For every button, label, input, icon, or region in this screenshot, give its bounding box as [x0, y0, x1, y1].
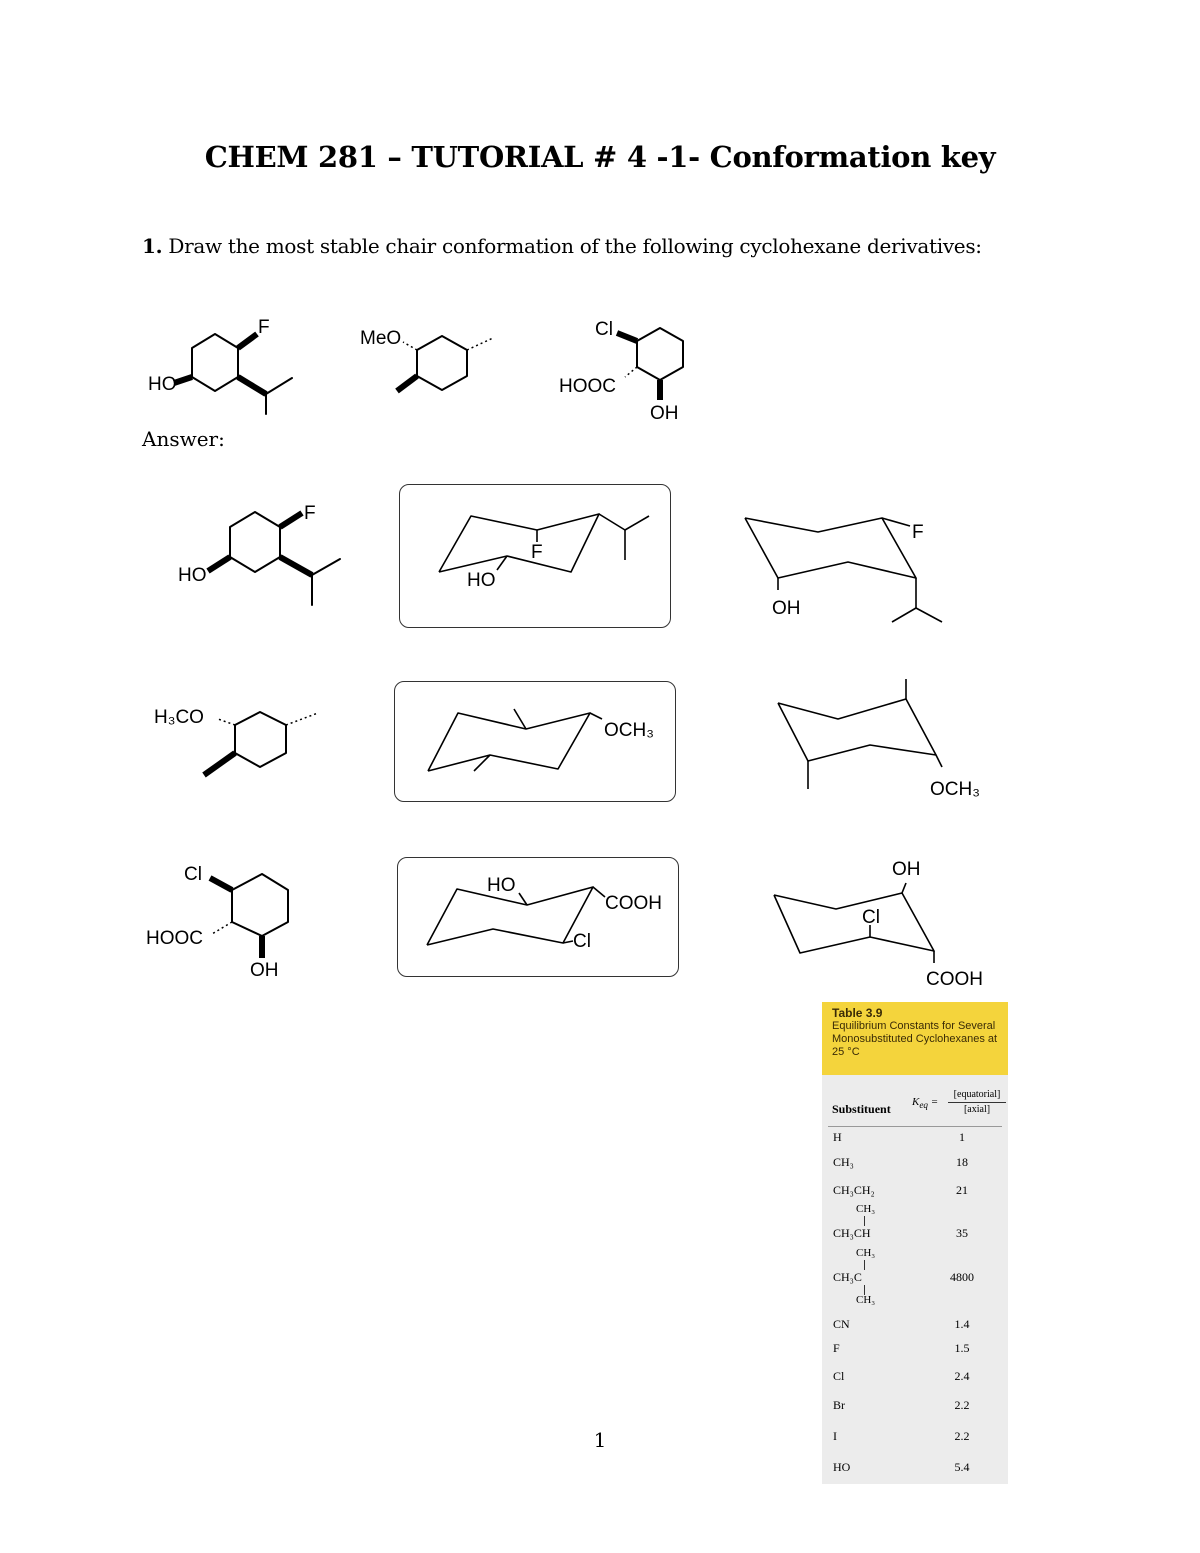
answer-3-structure	[140, 858, 310, 988]
label-oh: OH	[250, 960, 279, 981]
label-cl: Cl	[184, 864, 202, 885]
question-molecule-1	[140, 310, 310, 420]
label-h3co: H₃CO	[154, 707, 204, 728]
table-row-branch-top: CH₃	[856, 1203, 876, 1215]
table-row-value: 21	[956, 1183, 968, 1197]
question-text: Draw the most stable chair conformation of the following cyclohexane derivatives:	[168, 234, 982, 258]
label-hooc: HOOC	[146, 928, 203, 949]
answer-2-best-chair	[394, 681, 676, 802]
label-oh: OH	[892, 859, 921, 880]
page-number: 1	[593, 1428, 607, 1452]
table-row-branch-line	[864, 1260, 865, 1270]
question-1	[142, 234, 982, 258]
table-row-value: 18	[956, 1155, 968, 1169]
answer-3-best-chair	[397, 857, 679, 977]
fraction-denominator: [axial]	[963, 1104, 991, 1115]
table-row-substituent: F	[833, 1341, 840, 1355]
table-row-value: 1	[959, 1130, 965, 1144]
table-row-value: 2.2	[954, 1398, 970, 1412]
answer-label: Answer:	[142, 427, 225, 451]
column-keq-fraction	[948, 1088, 1006, 1117]
table-rule	[828, 1126, 1002, 1127]
question-molecule-2	[355, 320, 505, 400]
table-row-value: 1.4	[954, 1317, 970, 1331]
label-och3: OCH₃	[930, 779, 980, 800]
label-f: F	[531, 542, 543, 563]
label-f: F	[912, 522, 924, 543]
column-substituent: Substituent	[832, 1102, 891, 1116]
label-meo: MeO	[360, 328, 402, 349]
label-cl: Cl	[573, 931, 591, 952]
table-row-value: 35	[956, 1226, 968, 1240]
label-ho: HO	[467, 570, 496, 591]
answer-1-best-chair	[399, 484, 671, 628]
table-row-substituent: CH₃CH	[833, 1226, 871, 1240]
table-caption: Equilibrium Constants for Several Monosubstituted Cyclohexanes at 25 °C	[832, 1020, 998, 1058]
table-row-branch-bottom: CH₃	[856, 1294, 876, 1306]
table-row-substituent: CH₃C	[833, 1270, 862, 1284]
table-row-value: 5.4	[954, 1460, 970, 1474]
equilibrium-constants-table	[822, 1002, 1008, 1484]
label-hooc: HOOC	[559, 376, 616, 397]
answer-2-flipped-chair	[770, 675, 1000, 805]
column-keq: $K_{eq}$ =	[912, 1096, 939, 1111]
table-row-substituent: CH₃	[833, 1155, 854, 1169]
table-number: Table 3.9	[832, 1006, 883, 1020]
label-cooh: COOH	[926, 969, 983, 990]
label-ho: HO	[148, 374, 177, 395]
table-row-substituent: HO	[833, 1460, 851, 1474]
label-ho: HO	[487, 875, 516, 896]
label-cl: Cl	[862, 907, 880, 928]
label-cl: Cl	[595, 319, 613, 340]
label-ho: HO	[178, 565, 207, 586]
table-row-value: 2.4	[954, 1369, 970, 1383]
fraction-numerator: [equatorial]	[948, 1088, 1006, 1103]
table-row-substituent: CN	[833, 1317, 850, 1331]
label-oh: OH	[650, 403, 679, 424]
page-title: CHEM 281 – TUTORIAL # 4 -1- Conformation key	[204, 140, 996, 174]
label-f: F	[258, 317, 270, 338]
label-f: F	[304, 503, 316, 524]
table-row-substituent: CH₃CH₂	[833, 1183, 875, 1197]
table-row-substituent: I	[833, 1429, 837, 1443]
table-row-value: 1.5	[954, 1341, 970, 1355]
answer-1-flipped-chair	[740, 510, 970, 630]
question-molecule-3	[555, 315, 705, 425]
answer-3-flipped-chair	[770, 855, 1000, 995]
table-row-substituent: Br	[833, 1398, 845, 1412]
table-row-value: 4800	[950, 1270, 974, 1284]
answer-1-structure	[170, 495, 350, 615]
question-number: 1.	[142, 234, 163, 258]
table-row-branch-line	[864, 1216, 865, 1226]
table-row-branch-top: CH₃	[856, 1247, 876, 1259]
answer-2-structure	[150, 695, 330, 805]
label-oh: OH	[772, 598, 801, 619]
label-cooh: COOH	[605, 893, 662, 914]
table-row-substituent: Cl	[833, 1369, 845, 1383]
table-row-substituent: H	[833, 1130, 842, 1144]
table-row-value: 2.2	[954, 1429, 970, 1443]
label-och3: OCH₃	[604, 720, 654, 741]
table-column-headers	[832, 1088, 1004, 1126]
table-header	[822, 1002, 1008, 1075]
